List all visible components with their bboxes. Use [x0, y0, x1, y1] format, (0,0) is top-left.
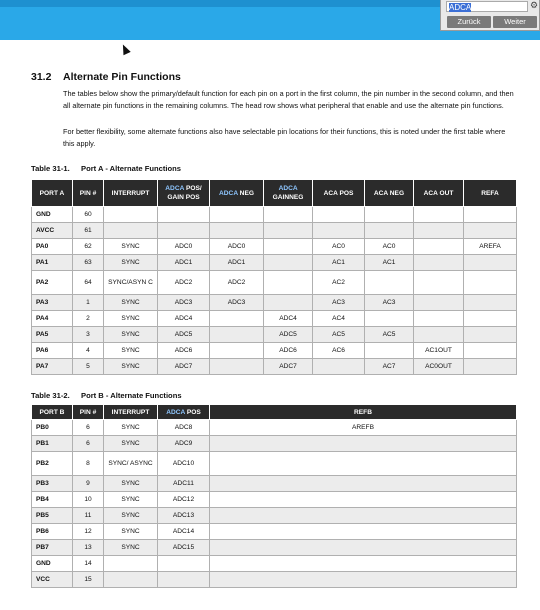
column-header	[414, 180, 464, 207]
table-cell: 63	[73, 255, 104, 271]
table-row	[32, 524, 517, 540]
table-cell: 14	[73, 556, 104, 572]
table-cell	[464, 271, 517, 295]
table-row	[32, 223, 517, 239]
table-cell: 11	[73, 508, 104, 524]
table-cell: ADC12	[158, 492, 210, 508]
table-cell	[414, 311, 464, 327]
table-cell: 9	[73, 476, 104, 492]
table-row	[32, 540, 517, 556]
column-header	[210, 405, 517, 420]
column-header	[32, 180, 73, 207]
table-cell: AC0	[365, 239, 414, 255]
table-cell	[210, 452, 517, 476]
table-cell	[210, 436, 517, 452]
table-cell: PB2	[32, 452, 73, 476]
table-cell	[365, 207, 414, 223]
table-row	[32, 420, 517, 436]
port-b-table	[31, 404, 517, 588]
table-cell: ADC3	[210, 295, 264, 311]
table-cell: AC1	[313, 255, 365, 271]
table-cell: ADC0	[210, 239, 264, 255]
table-cell: ADC10	[158, 452, 210, 476]
table-cell: ADC2	[210, 271, 264, 295]
table-cell: GND	[32, 207, 73, 223]
table-row	[32, 295, 517, 311]
header-text: REFA	[481, 189, 499, 197]
table-cell: ADC0	[158, 239, 210, 255]
table-cell: PA6	[32, 343, 73, 359]
table-cell: AVCC	[32, 223, 73, 239]
table-cell: PA4	[32, 311, 73, 327]
table-cell	[264, 207, 313, 223]
table-cell: ADC6	[158, 343, 210, 359]
table-cell: AC4	[313, 311, 365, 327]
table-cell	[210, 540, 517, 556]
table-row	[32, 359, 517, 375]
header-text: PIN #	[79, 408, 97, 416]
table-cell	[313, 223, 365, 239]
column-header	[32, 405, 73, 420]
column-header	[73, 405, 104, 420]
table-cell	[414, 207, 464, 223]
port-b-header-row	[32, 405, 517, 420]
table-cell	[365, 311, 414, 327]
port-a-table	[31, 179, 517, 375]
table-cell: PB0	[32, 420, 73, 436]
header-text: PIN #	[79, 189, 97, 197]
table-cell: AC3	[365, 295, 414, 311]
flexibility-paragraph: For better flexibility, some alternate functions also have selectable pin locations for their functions, this is noted under the first table where this apply.	[63, 127, 506, 148]
table-cell	[464, 207, 517, 223]
find-prev-button[interactable]: Zurück	[447, 16, 491, 28]
table-row	[32, 452, 517, 476]
table-cell: ADC6	[264, 343, 313, 359]
table-row	[32, 556, 517, 572]
table-cell: ADC13	[158, 508, 210, 524]
table-cell	[414, 271, 464, 295]
table-cell	[158, 223, 210, 239]
table-cell: ADC1	[210, 255, 264, 271]
table-cell: AC0OUT	[414, 359, 464, 375]
header-text: INTERRUPT	[111, 408, 150, 416]
table-row	[32, 327, 517, 343]
table-b-caption-title: Port B - Alternate Functions	[81, 391, 182, 400]
section-title: Alternate Pin Functions	[63, 71, 181, 83]
table-cell: PB6	[32, 524, 73, 540]
table-cell	[210, 556, 517, 572]
table-cell: SYNC	[104, 311, 158, 327]
table-cell: AC1OUT	[414, 343, 464, 359]
table-cell: AC5	[313, 327, 365, 343]
header-highlight: ADCA	[166, 408, 186, 416]
table-cell: ADC5	[158, 327, 210, 343]
table-cell: 4	[73, 343, 104, 359]
column-header	[158, 180, 210, 207]
table-cell: SYNC	[104, 492, 158, 508]
header-text: ACA POS	[323, 189, 354, 197]
table-cell: ADC4	[158, 311, 210, 327]
table-cell	[464, 295, 517, 311]
table-cell: PB3	[32, 476, 73, 492]
find-query: ADCA	[449, 3, 472, 12]
column-header	[264, 180, 313, 207]
table-cell	[414, 239, 464, 255]
table-cell: 61	[73, 223, 104, 239]
intro-paragraph: The tables below show the primary/default function for each pin on a port in the first column, the pin number in the second column, and then all alternate pin functions in the remaining columns. The head row shows what peripheral that enable and use the alternate pin functions.	[63, 89, 514, 110]
table-cell	[210, 223, 264, 239]
table-row	[32, 343, 517, 359]
table-cell	[414, 295, 464, 311]
table-cell	[464, 311, 517, 327]
table-cell	[264, 223, 313, 239]
column-header	[104, 405, 158, 420]
header-highlight: ADCA	[219, 189, 238, 197]
table-cell: 15	[73, 572, 104, 588]
table-cell	[158, 556, 210, 572]
table-cell: AC2	[313, 271, 365, 295]
header-highlight: ADCA	[278, 185, 298, 192]
column-header	[104, 180, 158, 207]
table-cell	[210, 508, 517, 524]
table-cell: ADC14	[158, 524, 210, 540]
table-row	[32, 207, 517, 223]
header-text: REFB	[354, 408, 372, 416]
table-cell: PB1	[32, 436, 73, 452]
header-text: POS/ GAIN POS	[167, 185, 202, 201]
table-cell: SYNC/ASYN C	[104, 271, 158, 295]
table-cell: PA1	[32, 255, 73, 271]
table-cell: 12	[73, 524, 104, 540]
table-cell: ADC7	[264, 359, 313, 375]
table-cell: ADC5	[264, 327, 313, 343]
table-cell	[414, 223, 464, 239]
section-heading	[31, 71, 181, 83]
table-cell: 62	[73, 239, 104, 255]
table-cell	[210, 524, 517, 540]
section-number: 31.2	[31, 71, 52, 83]
table-cell	[210, 327, 264, 343]
table-cell	[365, 343, 414, 359]
table-cell: SYNC/ ASYNC	[104, 452, 158, 476]
column-header	[210, 180, 264, 207]
header-text: ACA OUT	[423, 189, 454, 197]
table-cell: SYNC	[104, 239, 158, 255]
table-cell: 13	[73, 540, 104, 556]
table-cell: 5	[73, 359, 104, 375]
table-cell: AREFB	[210, 420, 517, 436]
table-cell	[210, 572, 517, 588]
table-cell	[464, 255, 517, 271]
column-header	[365, 180, 414, 207]
table-cell: ADC7	[158, 359, 210, 375]
header-text: ACA NEG	[373, 189, 405, 197]
table-cell: PB7	[32, 540, 73, 556]
table-cell: AC7	[365, 359, 414, 375]
table-row	[32, 311, 517, 327]
table-row	[32, 255, 517, 271]
table-cell: ADC4	[264, 311, 313, 327]
table-cell	[313, 359, 365, 375]
table-b-caption-number: Table 31-2.	[31, 391, 70, 400]
table-cell	[210, 311, 264, 327]
header-text: POS	[185, 408, 201, 416]
table-cell: SYNC	[104, 420, 158, 436]
table-cell	[414, 327, 464, 343]
table-cell: PA7	[32, 359, 73, 375]
table-cell	[264, 271, 313, 295]
find-input[interactable]	[446, 1, 528, 12]
table-cell: PA5	[32, 327, 73, 343]
table-cell	[264, 295, 313, 311]
table-cell: ADC15	[158, 540, 210, 556]
find-bar	[440, 0, 540, 31]
table-cell: PA2	[32, 271, 73, 295]
table-cell: ADC11	[158, 476, 210, 492]
table-cell: 6	[73, 436, 104, 452]
table-cell	[104, 223, 158, 239]
table-cell	[264, 239, 313, 255]
table-cell: 10	[73, 492, 104, 508]
table-cell: AC1	[365, 255, 414, 271]
table-cell	[414, 255, 464, 271]
table-cell	[210, 359, 264, 375]
table-cell	[464, 359, 517, 375]
table-cell: 8	[73, 452, 104, 476]
table-cell	[464, 343, 517, 359]
header-text: PORT A	[39, 189, 65, 197]
table-row	[32, 508, 517, 524]
table-cell: ADC8	[158, 420, 210, 436]
table-cell: PB5	[32, 508, 73, 524]
table-cell	[313, 207, 365, 223]
table-b-caption	[31, 391, 182, 400]
table-row	[32, 271, 517, 295]
table-cell: 60	[73, 207, 104, 223]
table-cell: SYNC	[104, 476, 158, 492]
table-cell	[464, 223, 517, 239]
table-cell	[365, 223, 414, 239]
table-cell: SYNC	[104, 359, 158, 375]
gear-icon[interactable]: ⚙	[530, 0, 539, 10]
column-header	[73, 180, 104, 207]
table-cell: AREFA	[464, 239, 517, 255]
mouse-cursor-icon	[119, 43, 130, 55]
table-row	[32, 492, 517, 508]
table-row	[32, 239, 517, 255]
table-cell	[158, 207, 210, 223]
table-cell: PA0	[32, 239, 73, 255]
column-header	[158, 405, 210, 420]
table-cell: SYNC	[104, 327, 158, 343]
table-cell: VCC	[32, 572, 73, 588]
table-cell: AC3	[313, 295, 365, 311]
header-text: GAINNEG	[272, 194, 304, 201]
table-cell: ADC2	[158, 271, 210, 295]
column-header	[464, 180, 517, 207]
table-cell: SYNC	[104, 295, 158, 311]
table-cell: PB4	[32, 492, 73, 508]
table-cell	[464, 327, 517, 343]
table-cell	[210, 476, 517, 492]
table-cell: AC5	[365, 327, 414, 343]
table-a-caption-title: Port A - Alternate Functions	[81, 164, 181, 173]
table-cell: PA3	[32, 295, 73, 311]
table-cell: SYNC	[104, 343, 158, 359]
table-cell	[264, 255, 313, 271]
table-cell	[104, 207, 158, 223]
table-cell: 3	[73, 327, 104, 343]
table-cell: AC0	[313, 239, 365, 255]
table-a-caption-number: Table 31-1.	[31, 164, 70, 173]
table-cell	[104, 572, 158, 588]
table-cell: SYNC	[104, 255, 158, 271]
table-cell: ADC1	[158, 255, 210, 271]
table-cell: GND	[32, 556, 73, 572]
table-row	[32, 476, 517, 492]
header-highlight: ADCA	[165, 185, 185, 192]
table-cell: ADC9	[158, 436, 210, 452]
table-cell	[210, 492, 517, 508]
table-cell: SYNC	[104, 508, 158, 524]
table-cell: 64	[73, 271, 104, 295]
table-cell: 1	[73, 295, 104, 311]
table-cell	[365, 271, 414, 295]
table-cell	[158, 572, 210, 588]
table-cell	[210, 207, 264, 223]
find-next-button[interactable]: Weiter	[493, 16, 537, 28]
table-cell: SYNC	[104, 540, 158, 556]
table-cell: 2	[73, 311, 104, 327]
table-cell	[104, 556, 158, 572]
table-row	[32, 436, 517, 452]
table-cell: AC6	[313, 343, 365, 359]
table-a-caption	[31, 164, 181, 173]
header-text: INTERRUPT	[111, 189, 150, 197]
column-header	[313, 180, 365, 207]
table-cell: 6	[73, 420, 104, 436]
table-row	[32, 572, 517, 588]
table-cell	[210, 343, 264, 359]
table-cell: SYNC	[104, 436, 158, 452]
port-a-header-row	[32, 180, 517, 207]
header-text: NEG	[237, 189, 254, 197]
table-cell: SYNC	[104, 524, 158, 540]
table-cell: ADC3	[158, 295, 210, 311]
header-text: PORT B	[39, 408, 65, 416]
